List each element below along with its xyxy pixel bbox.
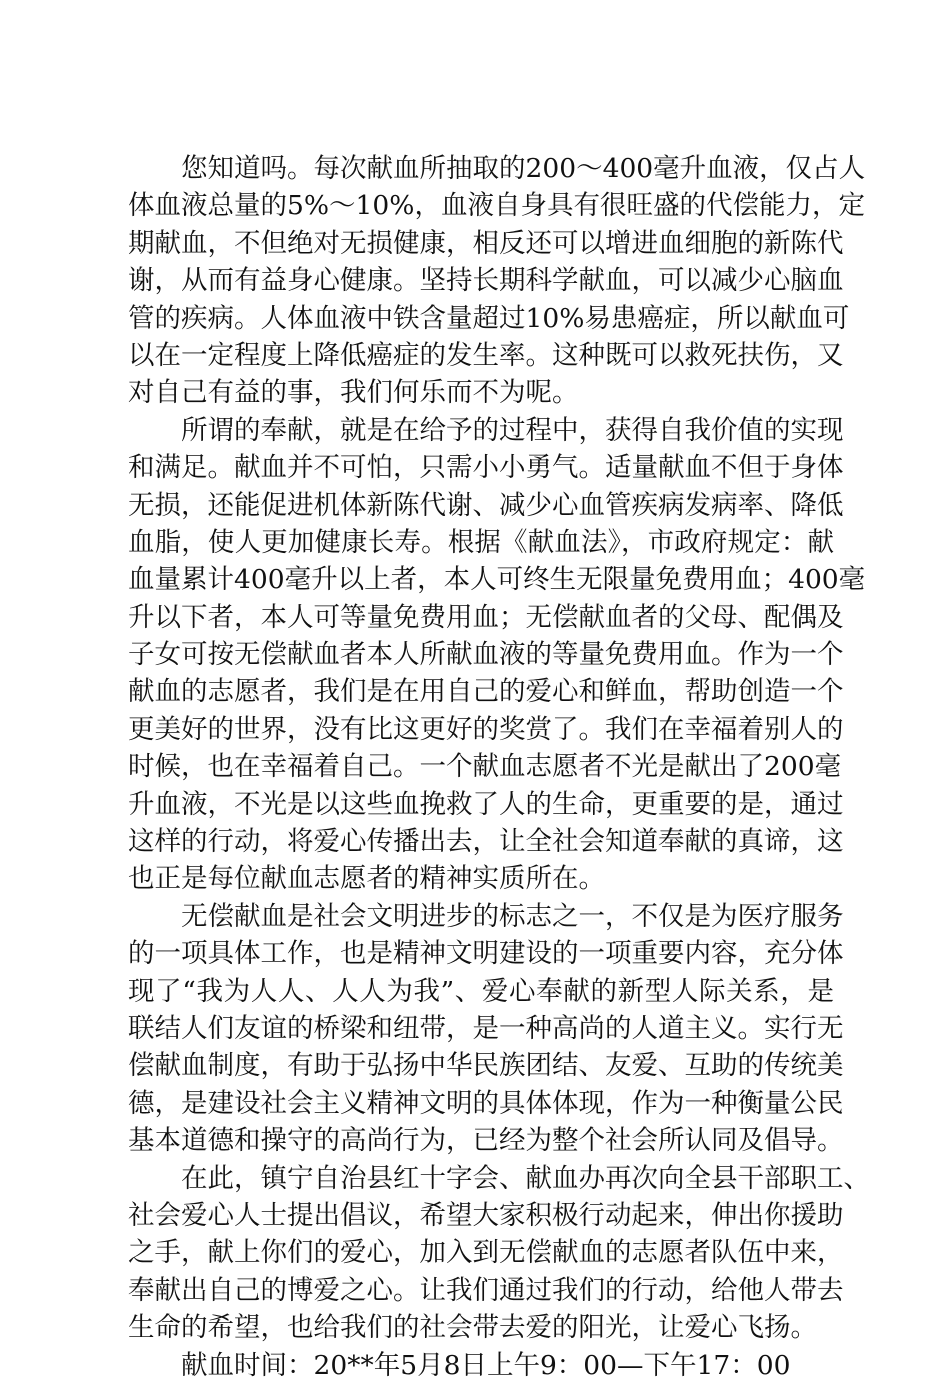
text-line: 血量累计400毫升以上者，本人可终生无限量免费用血；400毫: [128, 564, 866, 596]
donation-time-line: 献血时间：20**年5月8日上午9：00—下午17：00: [181, 1349, 791, 1381]
text-line: 谢，从而有益身心健康。坚持长期科学献血，可以减少心脑血: [128, 265, 844, 297]
paragraph-5: [128, 1347, 834, 1384]
text-line: 这样的行动，将爱心传播出去，让全社会知道奉献的真谛，这: [128, 826, 844, 858]
text-line: 所谓的奉献，就是在给予的过程中，获得自我价值的实现: [181, 414, 844, 446]
text-line: 体血液总量的5%～10%，血液自身具有很旺盛的代偿能力，定: [128, 190, 865, 222]
text-line: 以在一定程度上降低癌症的发生率。这种既可以救死扶伤，又: [128, 339, 844, 371]
text-line: 之手，献上你们的爱心，加入到无偿献血的志愿者队伍中来，: [128, 1237, 844, 1269]
text-line: 社会爱心人士提出倡议，希望大家积极行动起来，伸出你援助: [128, 1199, 844, 1231]
text-line: 升以下者，本人可等量免费用血；无偿献血者的父母、配偶及: [128, 601, 844, 633]
text-line: 偿献血制度，有助于弘扬中华民族团结、友爱、互助的传统美: [128, 1050, 844, 1082]
text-line: 德，是建设社会主义精神文明的具体体现，作为一种衡量公民: [128, 1087, 844, 1119]
text-line: 更美好的世界，没有比这更好的奖赏了。我们在幸福着别人的: [128, 713, 844, 745]
paragraph-4: [128, 1160, 870, 1347]
text-line: 升血液，不光是以这些血挽救了人的生命，更重要的是，通过: [128, 788, 844, 820]
text-line: 管的疾病。人体血液中铁含量超过10%易患癌症，所以献血可: [128, 302, 850, 334]
text-line: 在此，镇宁自治县红十字会、献血办再次向全县干部职工、: [181, 1162, 870, 1194]
text-line: 血脂，使人更加健康长寿。根据《献血法》，市政府规定：献: [128, 526, 834, 558]
text-line: 献血的志愿者，我们是在用自己的爱心和鲜血，帮助创造一个: [128, 676, 844, 708]
text-line: 对自己有益的事，我们何乐而不为呢。: [128, 377, 579, 409]
document-body: [128, 150, 870, 1384]
text-line: 也正是每位献血志愿者的精神实质所在。: [128, 863, 605, 895]
text-line: 无损，还能促进机体新陈代谢、减少心血管疾病发病率、降低: [128, 489, 844, 521]
text-line: 的一项具体工作，也是精神文明建设的一项重要内容，充分体: [128, 938, 844, 970]
text-line: 生命的希望，也给我们的社会带去爱的阳光，让爱心飞扬。: [128, 1312, 817, 1344]
paragraph-2: [128, 412, 866, 898]
text-line: 子女可按无偿献血者本人所献血液的等量免费用血。作为一个: [128, 639, 844, 671]
text-line: 期献血，不但绝对无损健康，相反还可以增进血细胞的新陈代: [128, 227, 844, 259]
text-line: 基本道德和操守的高尚行为，已经为整个社会所认同及倡导。: [128, 1125, 844, 1157]
text-line: 您知道吗。每次献血所抽取的200～400毫升血液，仅占人: [181, 153, 866, 184]
paragraph-1: [128, 150, 866, 412]
paragraph-3: [128, 898, 844, 1160]
text-line: 现了“我为人人、人人为我”、爱心奉献的新型人际关系，是: [128, 975, 834, 1007]
text-line: 时候，也在幸福着自己。一个献血志愿者不光是献出了200毫: [128, 751, 842, 783]
text-line: 奉献出自己的博爱之心。让我们通过我们的行动，给他人带去: [128, 1274, 844, 1306]
text-line: 联结人们友谊的桥梁和纽带，是一种高尚的人道主义。实行无: [128, 1012, 844, 1044]
text-line: 无偿献血是社会文明进步的标志之一，不仅是为医疗服务: [181, 900, 844, 932]
text-line: 和满足。献血并不可怕，只需小小勇气。适量献血不但于身体: [128, 452, 844, 484]
